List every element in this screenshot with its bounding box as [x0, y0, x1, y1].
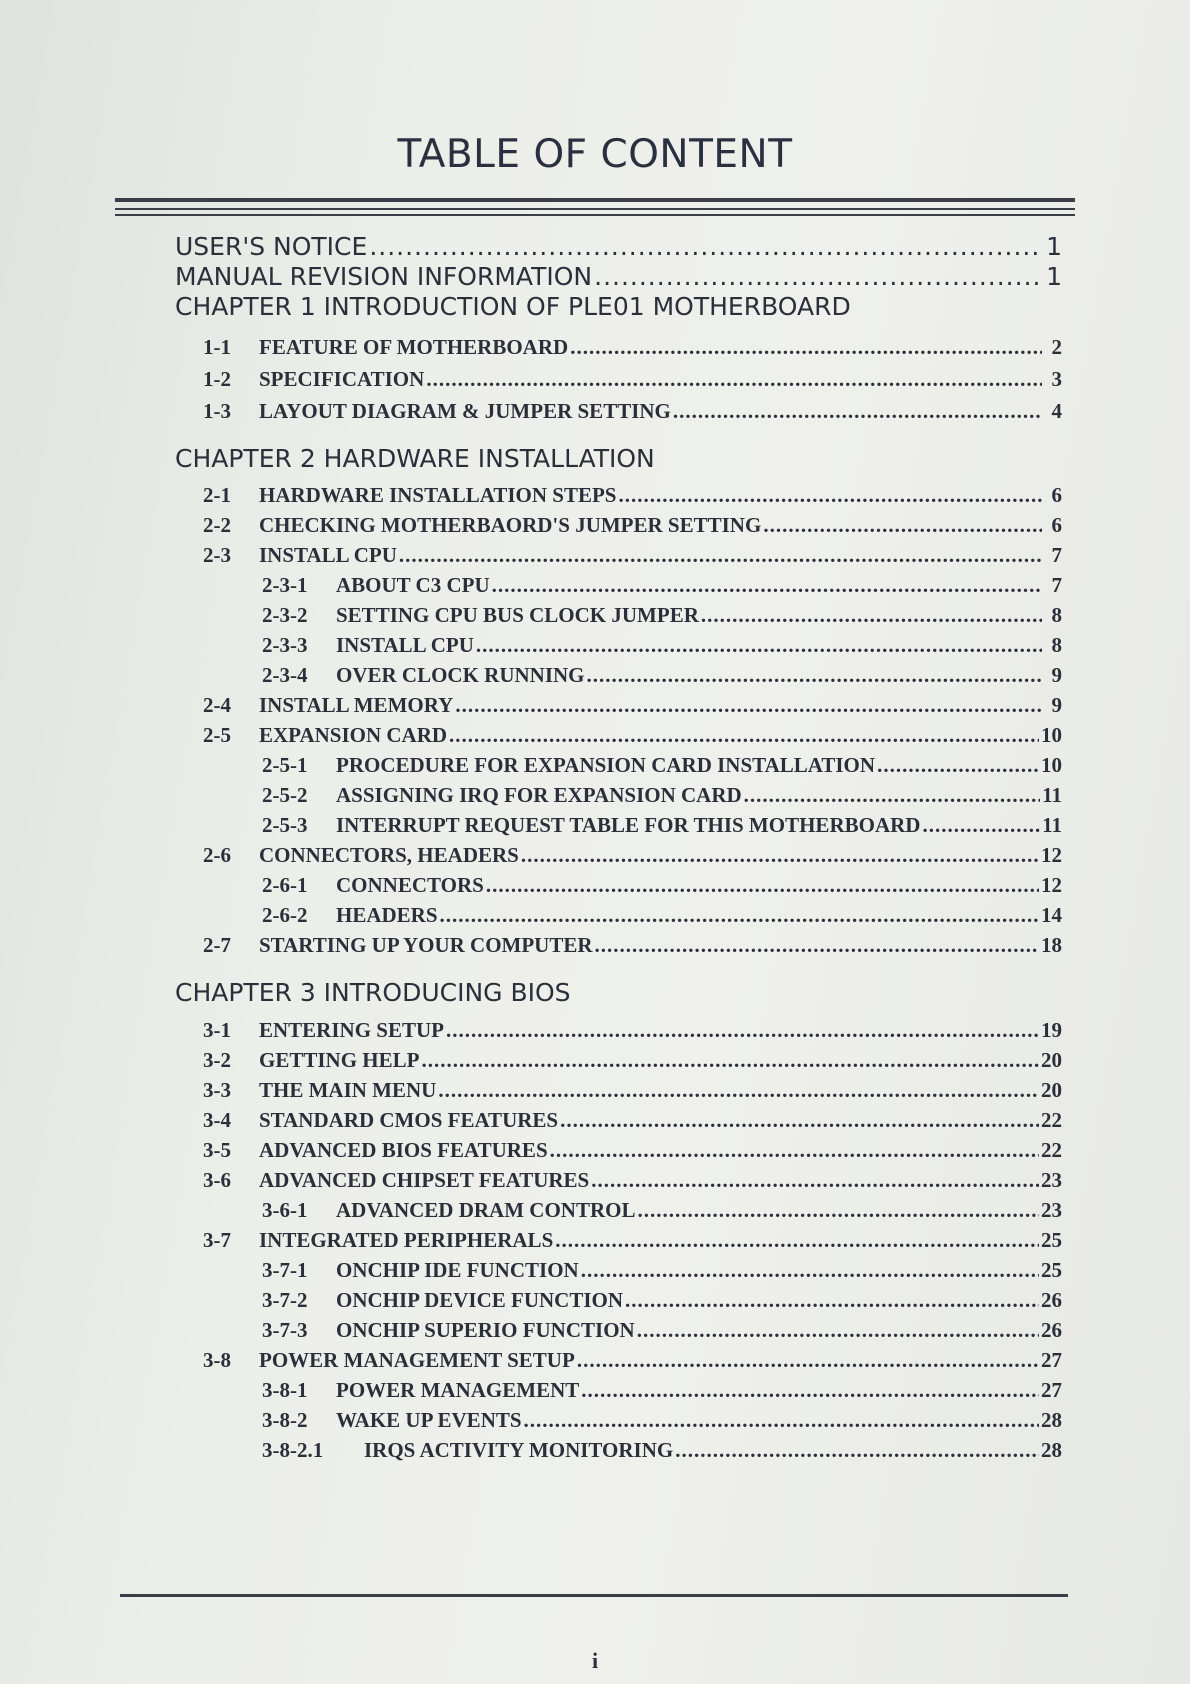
- toc-entry-page: 1: [1046, 262, 1062, 291]
- toc-entry-number: 3-7: [203, 1228, 231, 1252]
- dot-leader: [476, 633, 1042, 658]
- toc-entry-page: 20: [1041, 1078, 1062, 1102]
- toc-entry-number: 3-7-1: [262, 1258, 308, 1282]
- toc-entry-title: CONNECTORS, HEADERS: [259, 843, 519, 867]
- dot-leader: [486, 873, 1039, 898]
- toc-entry-number: 3-5: [203, 1138, 231, 1162]
- toc-entry-page: 27: [1041, 1378, 1062, 1402]
- toc-entry-page: 9: [1051, 663, 1062, 687]
- toc-entry: [203, 723, 1062, 748]
- dot-leader: [595, 933, 1039, 958]
- toc-entry-number: 3-6-1: [262, 1198, 308, 1222]
- page-number: i: [591, 1648, 599, 1673]
- dot-leader: [701, 603, 1042, 628]
- toc-entry: [203, 543, 1062, 568]
- dot-leader: [922, 813, 1040, 838]
- toc-entry: [262, 1288, 1062, 1313]
- toc-entry-number: 2-5-3: [262, 813, 308, 837]
- dot-leader: [877, 753, 1039, 778]
- toc-entry-title: HEADERS: [336, 903, 438, 927]
- toc-entry-title: SPECIFICATION: [259, 367, 425, 391]
- toc-entry-title: OVER CLOCK RUNNING: [336, 663, 585, 687]
- toc-entry-number: 2-6-2: [262, 903, 308, 927]
- toc-entry: [203, 483, 1062, 508]
- toc-entry: [175, 978, 571, 1007]
- dot-leader: [521, 843, 1039, 868]
- toc-entry: [203, 1138, 1062, 1163]
- toc-entry-title: THE MAIN MENU: [259, 1078, 437, 1102]
- toc-entry-title: STARTING UP YOUR COMPUTER: [259, 933, 593, 957]
- toc-entry-title: ENTERING SETUP: [259, 1018, 444, 1042]
- toc-entry-title: ONCHIP DEVICE FUNCTION: [336, 1288, 624, 1312]
- dot-leader: [555, 1228, 1039, 1253]
- toc-entry-number: 2-5: [203, 723, 231, 747]
- toc-entry: [203, 693, 1062, 718]
- toc-entry-page: 4: [1051, 399, 1062, 423]
- toc-entry: [262, 873, 1062, 898]
- toc-entry-page: 9: [1051, 693, 1062, 717]
- toc-entry-page: 18: [1041, 933, 1062, 957]
- toc-entry-page: 6: [1051, 513, 1062, 537]
- toc-entry-number: 2-3-4: [262, 663, 308, 687]
- toc-entry-page: 6: [1051, 483, 1062, 507]
- toc-entry: [203, 1048, 1062, 1073]
- dot-leader: [763, 513, 1042, 538]
- toc-entry: [262, 1408, 1062, 1433]
- toc-entry: [262, 1378, 1062, 1403]
- dot-leader: [581, 1378, 1039, 1403]
- toc-entry-number: 2-1: [203, 483, 231, 507]
- toc-entry-page: 23: [1041, 1168, 1062, 1192]
- toc-entry-title: FEATURE OF MOTHERBOARD: [259, 335, 569, 359]
- toc-entry-number: 3-1: [203, 1018, 231, 1042]
- toc-entry-number: 3-4: [203, 1108, 231, 1132]
- toc-entry-page: 25: [1041, 1258, 1062, 1282]
- dot-leader: [449, 723, 1039, 748]
- toc-entry-number: 1-2: [203, 367, 231, 391]
- toc-entry: [262, 603, 1062, 628]
- toc-entry-number: 2-4: [203, 693, 231, 717]
- toc-entry-page: 28: [1041, 1438, 1062, 1462]
- dot-leader: [618, 483, 1042, 508]
- toc-entry-page: 19: [1041, 1018, 1062, 1042]
- dot-leader: [591, 1168, 1039, 1193]
- dot-leader: [492, 573, 1042, 598]
- toc-entry: [203, 399, 1062, 424]
- toc-entry-title: INTEGRATED PERIPHERALS: [259, 1228, 554, 1252]
- toc-entry-title: USER'S NOTICE: [175, 232, 368, 261]
- toc-entry-number: 3-7-2: [262, 1288, 308, 1312]
- toc-entry-title: CHAPTER 2 HARDWARE INSTALLATION: [175, 444, 655, 473]
- toc-entry: [203, 1348, 1062, 1373]
- toc-entry-page: 22: [1041, 1138, 1062, 1162]
- toc-entry-number: 2-3: [203, 543, 231, 567]
- toc-entry: [175, 444, 655, 473]
- toc-entry: [203, 1108, 1062, 1133]
- toc-entry-page: 10: [1041, 753, 1062, 777]
- toc-entry: [203, 335, 1062, 360]
- toc-entry: [203, 1078, 1062, 1103]
- dot-leader: [399, 543, 1042, 568]
- dot-leader: [446, 1018, 1039, 1043]
- toc-entry-page: 3: [1051, 367, 1062, 391]
- dot-leader: [421, 1048, 1039, 1073]
- toc-entry-page: 11: [1042, 783, 1062, 807]
- toc-entry-page: 20: [1041, 1048, 1062, 1072]
- dot-leader: [570, 335, 1042, 360]
- dot-leader: [744, 783, 1041, 808]
- toc-entry-title: POWER MANAGEMENT: [336, 1378, 580, 1402]
- dot-leader: [524, 1408, 1039, 1433]
- toc-entry-title: STANDARD CMOS FEATURES: [259, 1108, 559, 1132]
- toc-entry-page: 7: [1051, 543, 1062, 567]
- toc-entry-number: 1-3: [203, 399, 231, 423]
- dot-leader: [594, 262, 1042, 291]
- dot-leader: [673, 399, 1042, 424]
- toc-entry-number: 3-6: [203, 1168, 231, 1192]
- toc-entry: [262, 1198, 1062, 1223]
- toc-entry-title: INTERRUPT REQUEST TABLE FOR THIS MOTHERBOARD: [336, 813, 921, 837]
- toc-entry-number: 3-8-1: [262, 1378, 308, 1402]
- toc-entry: [262, 753, 1062, 778]
- toc-entry: [203, 513, 1062, 538]
- toc-entry: [175, 262, 1062, 291]
- toc-entry-title: GETTING HELP: [259, 1048, 420, 1072]
- toc-entry: [175, 232, 1062, 261]
- toc-entry: [203, 1168, 1062, 1193]
- toc-entry-number: 3-7-3: [262, 1318, 308, 1342]
- toc-entry-title: ABOUT C3 CPU: [336, 573, 490, 597]
- dot-leader: [675, 1438, 1039, 1463]
- toc-entry: [203, 367, 1062, 392]
- toc-entry: [203, 933, 1062, 958]
- toc-entry-number: 3-8: [203, 1348, 231, 1372]
- toc-entry-title: WAKE UP EVENTS: [336, 1408, 522, 1432]
- toc-entry-title: MANUAL REVISION INFORMATION: [175, 262, 593, 291]
- dot-leader: [581, 1258, 1039, 1283]
- toc-entry-number: 3-2: [203, 1048, 231, 1072]
- toc-entry-title: ADVANCED DRAM CONTROL: [336, 1198, 636, 1222]
- dot-leader: [637, 1318, 1039, 1343]
- toc-entry-page: 25: [1041, 1228, 1062, 1252]
- toc-entry-title: POWER MANAGEMENT SETUP: [259, 1348, 575, 1372]
- toc-entry-title: SETTING CPU BUS CLOCK JUMPER: [336, 603, 699, 627]
- toc-entry: [262, 633, 1062, 658]
- dot-leader: [455, 693, 1042, 718]
- toc-entry-title: INSTALL CPU: [259, 543, 397, 567]
- toc-entry: [175, 292, 851, 321]
- toc-entry: [262, 813, 1062, 838]
- toc-entry-page: 12: [1041, 873, 1062, 897]
- dot-leader: [550, 1138, 1039, 1163]
- toc-entry-title: CHAPTER 3 INTRODUCING BIOS: [175, 978, 571, 1007]
- toc-entry-title: CHECKING MOTHERBAORD'S JUMPER SETTING: [259, 513, 762, 537]
- toc-entry: [203, 1018, 1062, 1043]
- toc-entry-number: 2-3-1: [262, 573, 308, 597]
- toc-entry-title: EXPANSION CARD: [259, 723, 448, 747]
- page-title: TABLE OF CONTENT: [397, 132, 793, 177]
- toc-entry-number: 2-6: [203, 843, 231, 867]
- toc-entry-title: CONNECTORS: [336, 873, 484, 897]
- dot-leader: [560, 1108, 1039, 1133]
- toc-entry-number: 1-1: [203, 335, 231, 359]
- toc-entry-title: PROCEDURE FOR EXPANSION CARD INSTALLATION: [336, 753, 876, 777]
- toc-entry-title: INSTALL CPU: [336, 633, 474, 657]
- toc-entry-page: 27: [1041, 1348, 1062, 1372]
- toc-entry-number: 2-7: [203, 933, 231, 957]
- toc-entry-page: 14: [1041, 903, 1062, 927]
- toc-entry-title: IRQS ACTIVITY MONITORING: [364, 1438, 674, 1462]
- toc-entry: [262, 1258, 1062, 1283]
- toc-entry-page: 12: [1041, 843, 1062, 867]
- toc-entry-number: 2-5-2: [262, 783, 308, 807]
- toc-entry-page: 10: [1041, 723, 1062, 747]
- dot-leader: [426, 367, 1042, 392]
- toc-entry-title: LAYOUT DIAGRAM & JUMPER SETTING: [259, 399, 671, 423]
- toc-entry-page: 26: [1041, 1288, 1062, 1312]
- toc-entry: [262, 903, 1062, 928]
- dot-leader: [369, 232, 1042, 261]
- toc-entry-title: ADVANCED BIOS FEATURES: [259, 1138, 548, 1162]
- toc-entry-number: 2-2: [203, 513, 231, 537]
- toc-entry-page: 7: [1051, 573, 1062, 597]
- toc-entry-page: 23: [1041, 1198, 1062, 1222]
- dot-leader: [577, 1348, 1039, 1373]
- toc-entry-page: 2: [1051, 335, 1062, 359]
- toc-entry-number: 3-3: [203, 1078, 231, 1102]
- toc-entry: [262, 663, 1062, 688]
- toc-entry-page: 26: [1041, 1318, 1062, 1342]
- toc-entry: [262, 1318, 1062, 1343]
- toc-entry-title: ONCHIP SUPERIO FUNCTION: [336, 1318, 635, 1342]
- toc-entry: [262, 1438, 1062, 1463]
- footer-rule: [120, 1594, 1068, 1597]
- toc-entry-title: ONCHIP IDE FUNCTION: [336, 1258, 579, 1282]
- dot-leader: [587, 663, 1042, 688]
- toc-entry-page: 28: [1041, 1408, 1062, 1432]
- toc-entry-page: 8: [1051, 633, 1062, 657]
- dot-leader: [438, 1078, 1039, 1103]
- toc-entry-page: 11: [1042, 813, 1062, 837]
- toc-entry-number: 3-8-2.1: [262, 1438, 324, 1462]
- toc-entry: [262, 783, 1062, 808]
- toc-entry-title: CHAPTER 1 INTRODUCTION OF PLE01 MOTHERBOARD: [175, 292, 851, 321]
- dot-leader: [625, 1288, 1039, 1313]
- toc-entry-page: 1: [1046, 232, 1062, 261]
- toc-entry-page: 8: [1051, 603, 1062, 627]
- toc-entry-number: 2-3-3: [262, 633, 308, 657]
- toc-entry: [203, 1228, 1062, 1253]
- toc-entry-number: 2-3-2: [262, 603, 308, 627]
- toc-entry: [262, 573, 1062, 598]
- dot-leader: [440, 903, 1039, 928]
- toc-entry-title: ASSIGNING IRQ FOR EXPANSION CARD: [336, 783, 742, 807]
- toc-entry-page: 22: [1041, 1108, 1062, 1132]
- dot-leader: [637, 1198, 1039, 1223]
- toc-entry-title: HARDWARE INSTALLATION STEPS: [259, 483, 617, 507]
- toc-entry-number: 3-8-2: [262, 1408, 308, 1432]
- toc-entry-number: 2-5-1: [262, 753, 308, 777]
- toc-entry-title: ADVANCED CHIPSET FEATURES: [259, 1168, 590, 1192]
- toc-entry: [203, 843, 1062, 868]
- toc-entry-title: INSTALL MEMORY: [259, 693, 454, 717]
- toc-entry-number: 2-6-1: [262, 873, 308, 897]
